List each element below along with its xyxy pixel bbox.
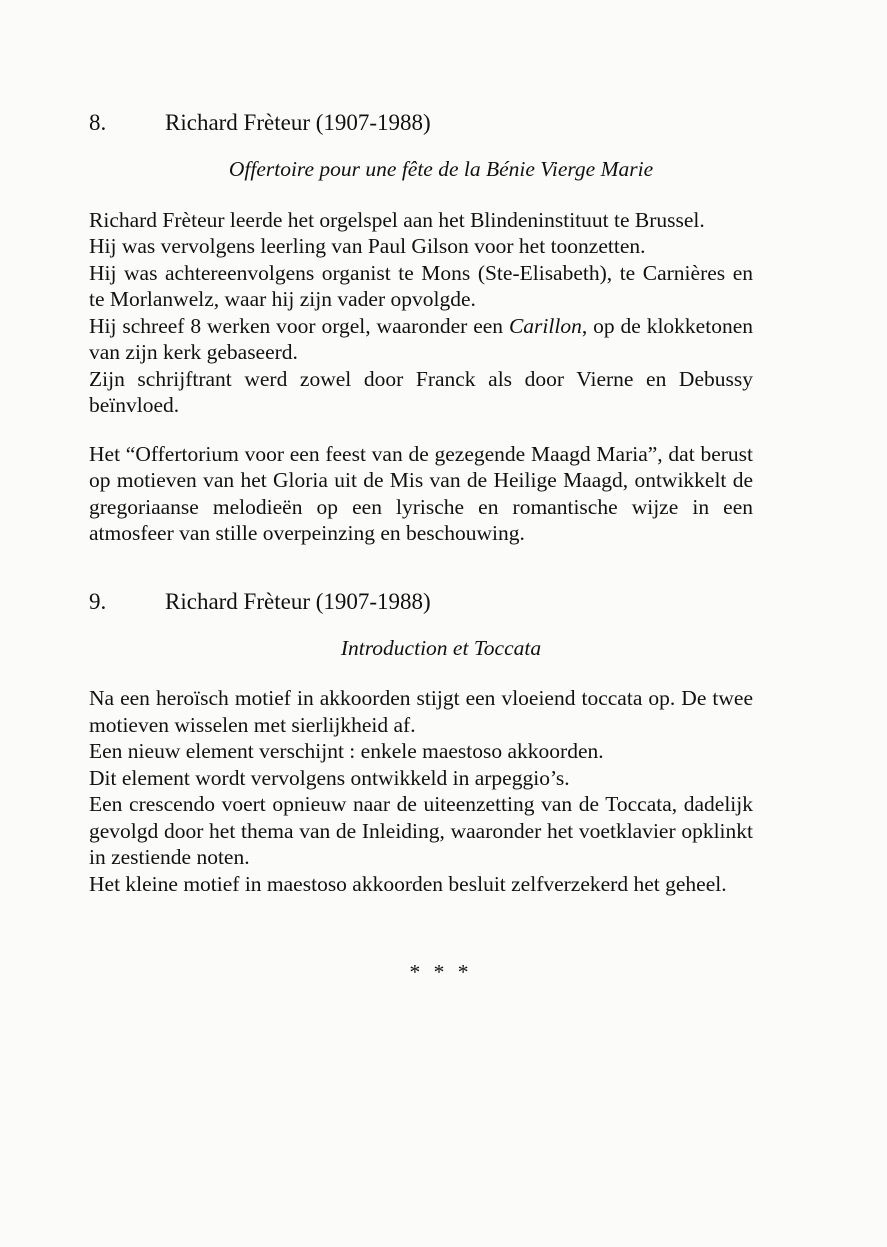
paragraph: Richard Frèteur leerde het orgelspel aan het Blindeninstituut te Brussel. [89,207,705,232]
paragraph: Hij was vervolgens leerling van Paul Gilson voor het toonzetten. [89,234,646,258]
section-title: Richard Frèteur (1907-1988) [165,110,431,135]
end-mark: * * * [409,960,473,984]
piece-title: Offertoire pour une fête de la Bénie Vierge Marie [228,157,654,181]
paragraph: Het kleine motief in maestoso akkoorden besluit zelfverzekerd het geheel. [89,871,727,896]
paragraph: Een nieuw element verschijnt : enkele maestoso akkoorden. [89,739,604,763]
paragraph: Dit element wordt vervolgens ontwikkeld in arpeggio’s. [89,765,570,790]
text-run: Hij schreef 8 werken voor orgel, waaronder een [89,313,509,338]
paragraph: Hij was achtereenvolgens organist te Mons (Ste-Elisabeth), te Carnières en te Morlanwelz, waar hij zijn vader opvolgde. [89,260,753,311]
section-9-text [89,685,753,897]
section-number: 8. [89,110,107,135]
section-9 [89,587,753,898]
paragraph: Een crescendo voert opnieuw naar de uiteenzetting van de Toccata, dadelijk gevolgd door het thema van de Inleiding, waaronder het voetklavier opklinkt in zestiende noten. [89,792,753,869]
paragraph: Na een heroïsch motief in akkoorden stijgt een vloeiend toccata op. De twee motieven wisselen met sierlijkheid af. [89,686,753,737]
document-content [89,108,753,986]
section-number: 9. [89,588,107,614]
work-title: Carillon [508,313,582,338]
paragraph: Het “Offertorium voor een feest van de gezegende Maagd Maria”, dat berust op motieven van het Gloria uit de Mis van de Heilige Maagd, ontwikkelt de gregoriaanse melodieën op een lyrische en romantische wijze in een atmosfeer van stille overpeinzing en beschouwing. [89,441,753,545]
piece-title: Introduction et Toccata [340,635,542,660]
section-8-text [89,207,753,547]
section-9-heading [89,587,753,617]
paragraph-gap [89,419,753,441]
section-title: Richard Frèteur (1907-1988) [165,588,431,614]
text-run: , op de klokketonen van zijn kerk gebaseerd. [89,313,753,364]
paragraph: Zijn schrijftrant werd zowel door Franck als door Vierne en Debussy beïnvloed. [89,366,753,417]
paragraph [89,313,753,366]
section-8-heading [89,108,753,138]
